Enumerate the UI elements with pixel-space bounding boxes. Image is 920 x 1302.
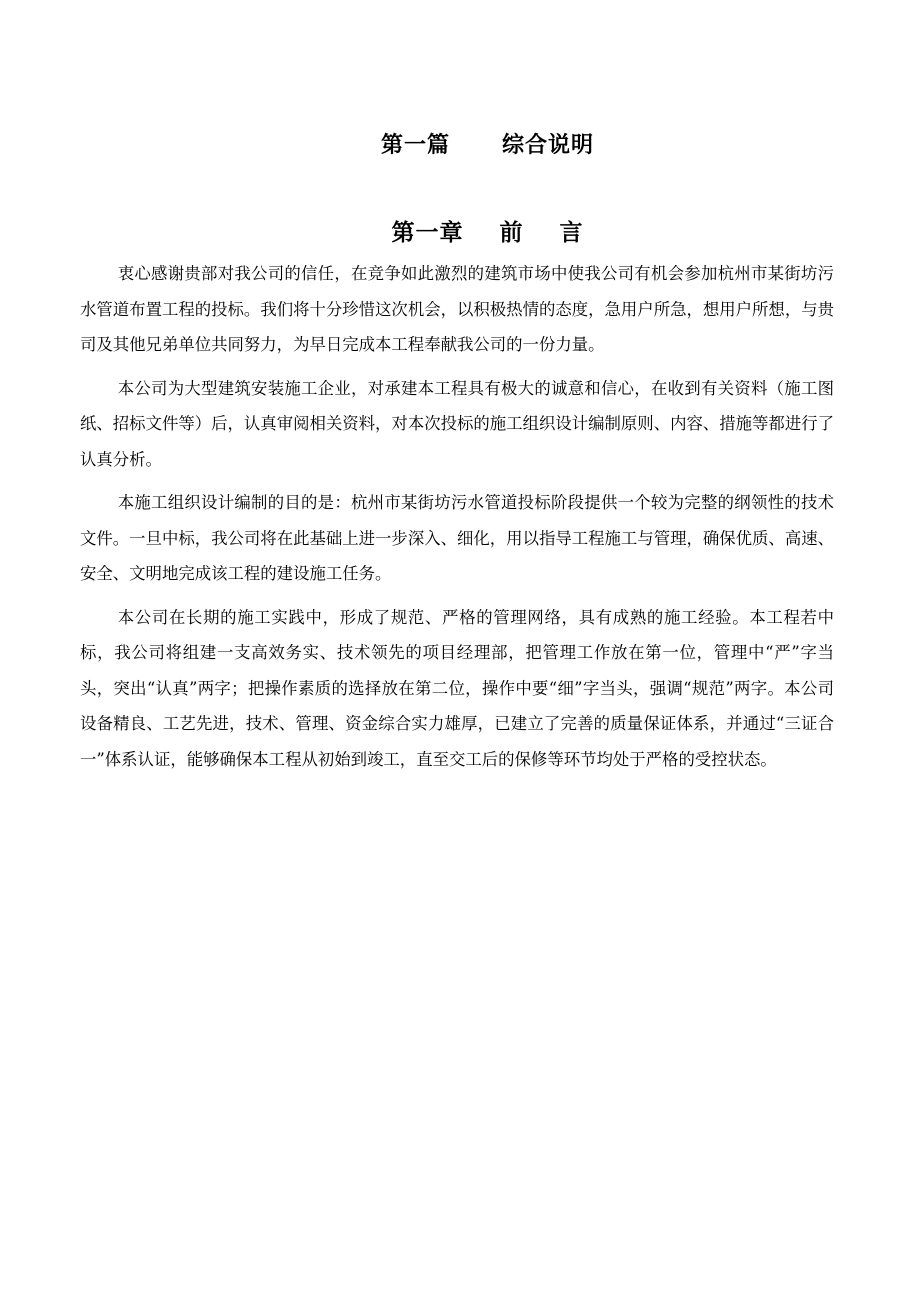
document-body <box>80 256 834 777</box>
part-title: 第一篇 综合说明 <box>381 133 594 158</box>
chapter-title: 第一章 前 言 <box>391 220 584 246</box>
paragraph-gratitude: 衷心感谢贵部对我公司的信任，在竞争如此激烈的建筑市场中使我公司有机会参加杭州市某街坊污水管道布置工程的投标。我们将十分珍惜这次机会，以积极热情的态度，急用户所急，想用户所想，与贵司及其他兄弟单位共同努力，为早日完成本工程奉献我公司的一份力量。 <box>80 264 834 354</box>
paragraph-company-intro: 本公司为大型建筑安装施工企业，对承建本工程具有极大的诚意和信心，在收到有关资料（施工图纸、招标文件等）后，认真审阅相关资料，对本次投标的施工组织设计编制原则、内容、措施等都进行了认真分析。 <box>80 378 834 469</box>
paragraph-purpose: 本施工组织设计编制的目的是：杭州市某街坊污水管道投标阶段提供一个较为完整的纲领性的技术文件。一旦中标，我公司将在此基础上进一步深入、细化，用以指导工程施工与管理，确保优质、高速、安全、文明地完成该工程的建设施工任务。 <box>80 493 834 583</box>
paragraph-management: 本公司在长期的施工实践中，形成了规范、严格的管理网络，具有成熟的施工经验。本工程若中标，我公司将组建一支高效务实、技术领先的项目经理部，把管理工作放在第一位，管理中“严”字当头，突出“认真”两字；把操作素质的选择放在第二位，操作中要“细”字当头，强调“规范”两字。本公司设备精良、工艺先进，技术、管理、资金综合实力雄厚，已建立了完善的质量保证体系，并通过“三证合一”体系认证，能够确保本工程从初始到竣工，直至交工后的保修等环节均处于严格的受控状态。 <box>80 607 834 769</box>
